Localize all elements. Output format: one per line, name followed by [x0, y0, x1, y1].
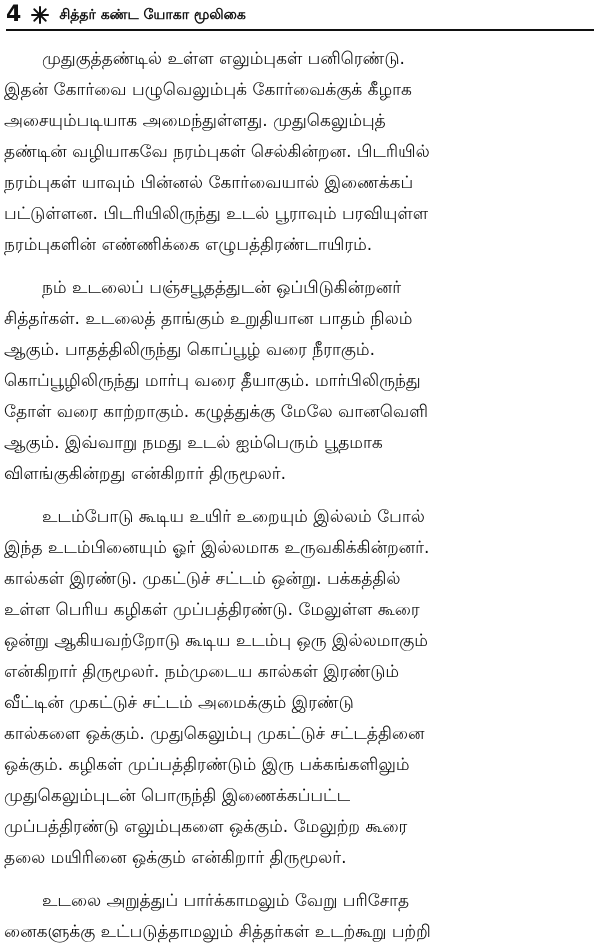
page-number: 4 — [6, 2, 22, 27]
text-line: முதுகுத்தண்டில் உள்ள எலும்புகள் பனிரெண்டு. — [42, 49, 405, 69]
paragraph-4 — [4, 886, 592, 948]
text-line: கால்கள் இரண்டு. முகட்டுச் சட்டம் ஒன்று. பக்கத்தில் — [4, 569, 401, 589]
page-header — [6, 2, 594, 28]
text-line: உடலை அறுத்துப் பார்க்காமலும் வேறு பரிசோத — [42, 891, 410, 911]
header-rule — [6, 29, 594, 31]
text-line: சித்தர்கள். உடலைத் தாங்கும் உறுதியான பாதம் நிலம் — [4, 309, 413, 329]
paragraph-3 — [4, 502, 592, 874]
text-line: னைகளுக்கு உட்படுத்தாமலும் சித்தர்கள் உடற்கூறு பற்றி — [4, 922, 431, 942]
text-line: முப்பத்திரண்டு எலும்புகளை ஒக்கும். மேலுற்ற கூரை — [4, 817, 408, 837]
text-line: இந்த உடம்பினையும் ஓர் இல்லமாக உருவகிக்கின்றனர். — [4, 538, 430, 558]
text-line: ஒன்று ஆகியவற்றோடு கூடிய உடம்பு ஒரு இல்லமாகும் — [4, 631, 428, 651]
text-line: ஆகும். இவ்வாறு நமது உடல் ஐம்பெரும் பூதமாக — [4, 433, 383, 453]
text-line: அசையும்படியாக அமைந்துள்ளது. முதுகெலும்புத் — [4, 111, 386, 131]
text-line: வீட்டின் முகட்டுச் சட்டம் அமைக்கும் இரண்டு — [4, 693, 354, 713]
body-text — [4, 44, 592, 948]
text-line: உள்ள பெரிய கழிகள் முப்பத்திரண்டு. மேலுள்ள கூரை — [4, 600, 420, 620]
text-line: நரம்புகளின் எண்ணிக்கை எழுபத்திரண்டாயிரம். — [4, 235, 373, 255]
text-line: கால்களை ஒக்கும். முதுகெலும்பு முகட்டுச் சட்டத்தினை — [4, 724, 425, 744]
text-line: நம் உடலைப் பஞ்சபூதத்துடன் ஒப்பிடுகின்றனர் — [42, 278, 402, 298]
snowflake-icon — [31, 6, 49, 24]
paragraph-1 — [4, 44, 592, 261]
paragraph-2 — [4, 273, 592, 490]
text-line: விளங்குகின்றது என்கிறார் திருமூலர். — [4, 464, 287, 484]
text-line: தலை மயிரினை ஒக்கும் என்கிறார் திருமூலர். — [4, 848, 347, 868]
text-line: உடம்போடு கூடிய உயிர் உறையும் இல்லம் போல் — [42, 507, 425, 527]
text-line: ஆகும். பாதத்திலிருந்து கொப்பூழ் வரை நீராகும். — [4, 340, 376, 360]
text-line: பட்டுள்ளன. பிடரியிலிருந்து உடல் பூராவும் பரவியுள்ள — [4, 204, 429, 224]
text-line: என்கிறார் திருமூலர். நம்முடைய கால்கள் இரண்டும் — [4, 662, 400, 682]
text-line: இதன் கோர்வை பழுவெலும்புக் கோர்வைக்குக் கீழாக — [4, 80, 412, 100]
text-line: நரம்புகள் யாவும் பின்னல் கோர்வையால் இணைக்கப் — [4, 173, 414, 193]
text-line: தோள் வரை காற்றாகும். கழுத்துக்கு மேலே வானவெளி — [4, 402, 428, 422]
text-line: தண்டின் வழியாகவே நரம்புகள் செல்கின்றன. பிடரியில் — [4, 142, 430, 162]
text-line: ஒக்கும். கழிகள் முப்பத்திரண்டும் இரு பக்கங்களிலும் — [4, 755, 410, 775]
running-title: சித்தர் கண்ட யோகா மூலிகை — [59, 7, 246, 23]
text-line: முதுகெலும்புடன் பொருந்தி இணைக்கப்பட்ட — [4, 786, 351, 806]
text-line: கொப்பூழிலிருந்து மார்பு வரை தீயாகும். மார்பிலிருந்து — [4, 371, 421, 391]
